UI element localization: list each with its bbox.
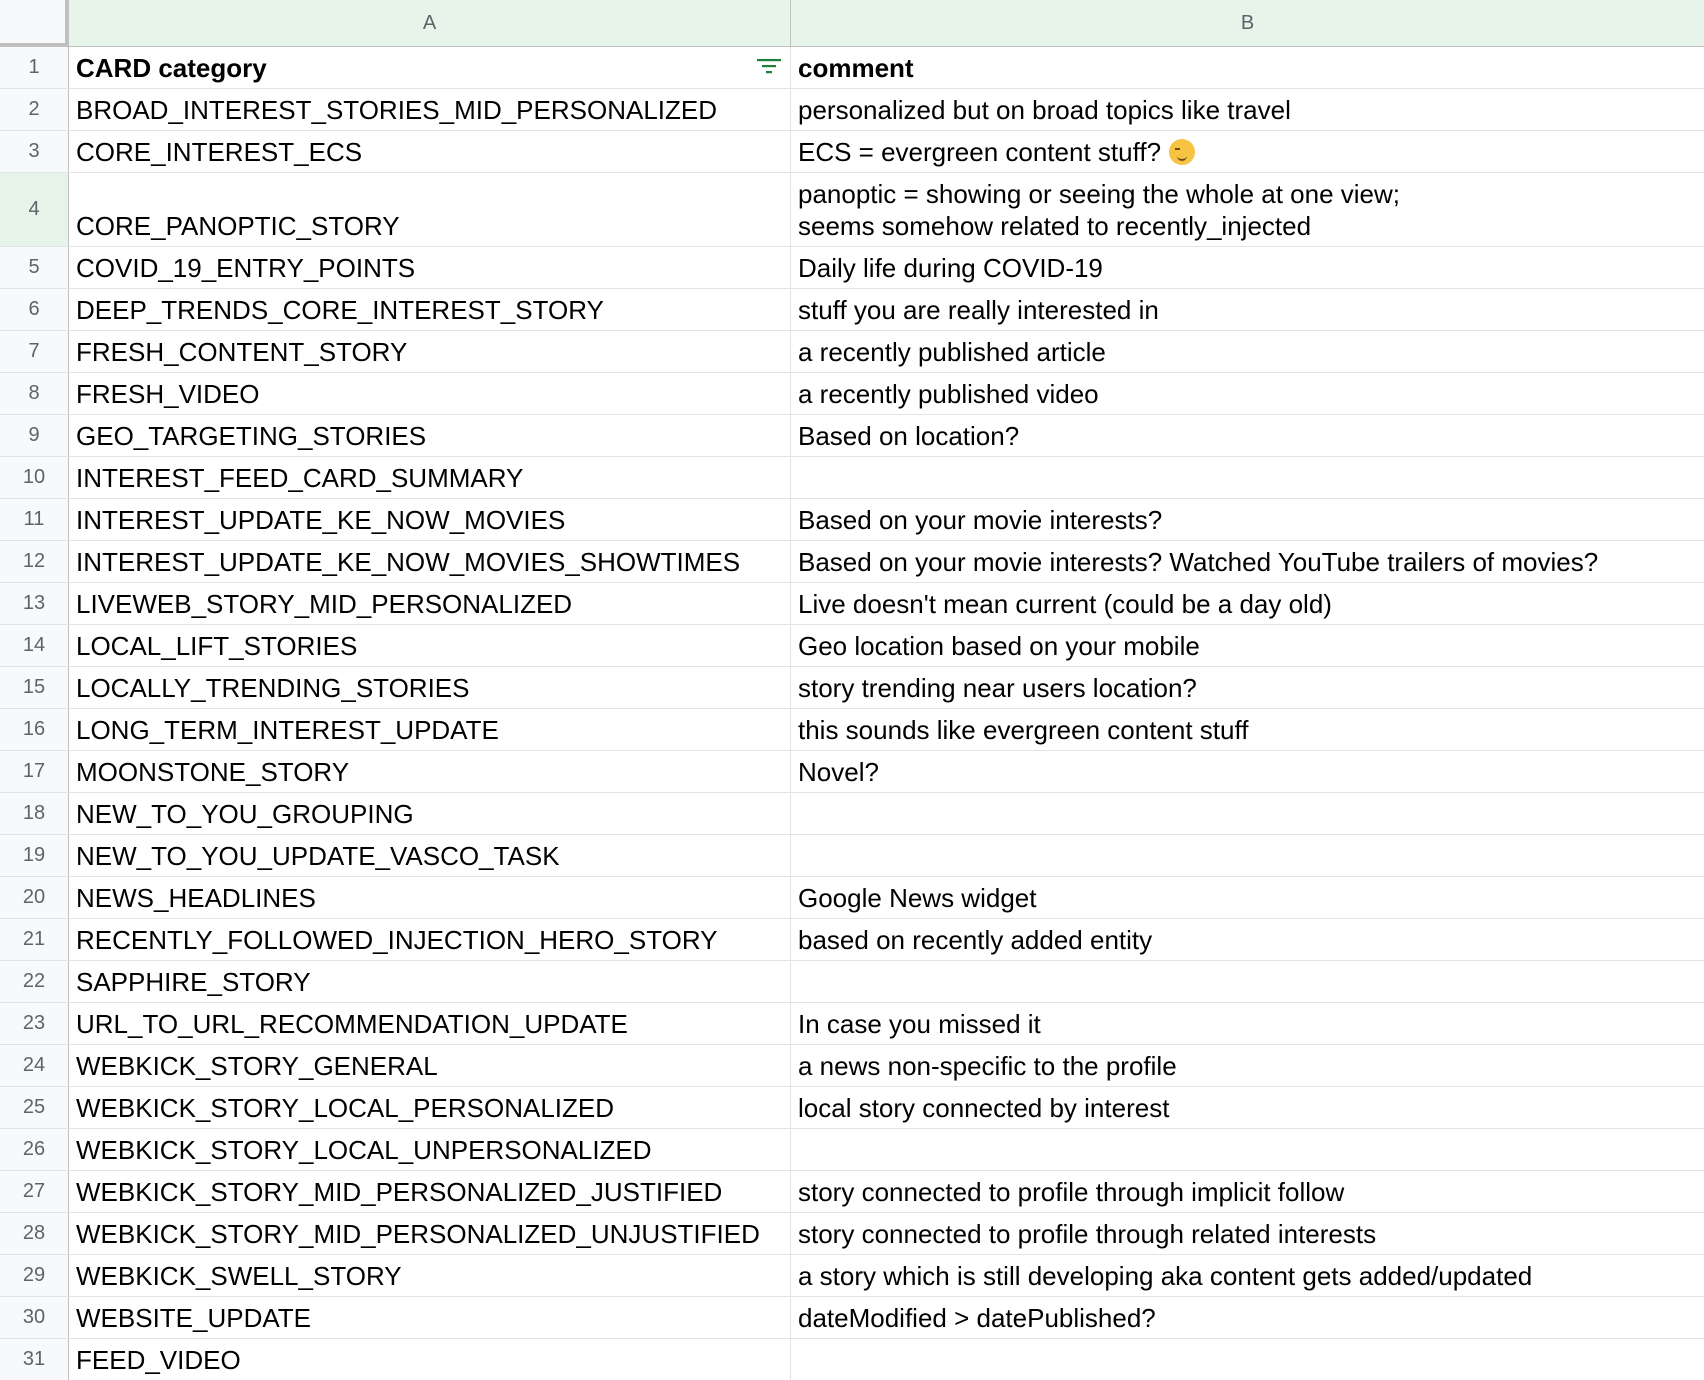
cell-text bbox=[798, 178, 1400, 210]
cell-text bbox=[798, 588, 1332, 620]
table-row bbox=[0, 1339, 1704, 1380]
table-row bbox=[0, 1297, 1704, 1339]
cell-comment[interactable] bbox=[791, 1171, 1704, 1212]
row-number[interactable]: 1 bbox=[0, 47, 69, 88]
cell-text-value: Live doesn't mean current (could be a day old) bbox=[798, 589, 1332, 619]
row-number[interactable]: 29 bbox=[0, 1255, 69, 1296]
cell-text bbox=[798, 336, 1106, 368]
cell-comment[interactable] bbox=[791, 415, 1704, 456]
cell-text-value: a news non-specific to the profile bbox=[798, 1051, 1177, 1081]
cell-text-value: a story which is still developing aka content gets added/updated bbox=[798, 1261, 1533, 1291]
table-row bbox=[0, 457, 1704, 499]
cell-text bbox=[798, 882, 1036, 914]
cell-text bbox=[798, 378, 1099, 410]
table-row bbox=[0, 877, 1704, 919]
cell-comment[interactable] bbox=[791, 1297, 1704, 1338]
cell-text-value: Daily life during COVID-19 bbox=[798, 253, 1103, 283]
cell-comment[interactable] bbox=[791, 919, 1704, 960]
table-row bbox=[0, 247, 1704, 289]
cell-card-category[interactable]: NEWS_HEADLINES bbox=[69, 877, 791, 918]
cell-comment[interactable] bbox=[791, 835, 1704, 876]
cell-card-category[interactable]: LOCALLY_TRENDING_STORIES bbox=[69, 667, 791, 708]
table-row bbox=[0, 625, 1704, 667]
cell-comment[interactable] bbox=[791, 1255, 1704, 1296]
cell-card-category[interactable]: MOONSTONE_STORY bbox=[69, 751, 791, 792]
row-number[interactable]: 4 bbox=[0, 173, 69, 246]
table-row bbox=[0, 499, 1704, 541]
table-row bbox=[0, 173, 1704, 247]
row-number[interactable]: 15 bbox=[0, 667, 69, 708]
cell-comment[interactable] bbox=[791, 1087, 1704, 1128]
row-number[interactable]: 7 bbox=[0, 331, 69, 372]
cell-text-value: based on recently added entity bbox=[798, 925, 1153, 955]
cell-comment[interactable] bbox=[791, 751, 1704, 792]
cell-text bbox=[798, 1302, 1156, 1334]
table-row bbox=[0, 751, 1704, 793]
table-row bbox=[0, 961, 1704, 1003]
table-row bbox=[0, 131, 1704, 173]
row-number[interactable]: 18 bbox=[0, 793, 69, 834]
table-row bbox=[0, 1255, 1704, 1297]
cell-comment[interactable] bbox=[791, 173, 1704, 246]
cell-text-value: In case you missed it bbox=[798, 1009, 1041, 1039]
cell-card-category[interactable]: SAPPHIRE_STORY bbox=[69, 961, 791, 1002]
cell-card-category[interactable]: WEBKICK_STORY_MID_PERSONALIZED_UNJUSTIFIED bbox=[69, 1213, 791, 1254]
row-number[interactable]: 24 bbox=[0, 1045, 69, 1086]
cell-card-category[interactable]: NEW_TO_YOU_UPDATE_VASCO_TASK bbox=[69, 835, 791, 876]
table-row bbox=[0, 919, 1704, 961]
cell-comment[interactable] bbox=[791, 877, 1704, 918]
cell-text-value: panoptic = showing or seeing the whole at one view; bbox=[798, 179, 1400, 209]
table-row bbox=[0, 667, 1704, 709]
cell-text bbox=[798, 136, 1195, 168]
cell-header-comment[interactable] bbox=[791, 47, 1704, 88]
column-header-a[interactable]: A bbox=[69, 0, 791, 47]
cell-card-category[interactable]: DEEP_TRENDS_CORE_INTEREST_STORY bbox=[69, 289, 791, 330]
cell-card-category[interactable]: COVID_19_ENTRY_POINTS bbox=[69, 247, 791, 288]
cell-text-value: story connected to profile through implicit follow bbox=[798, 1177, 1345, 1207]
row-number[interactable]: 3 bbox=[0, 131, 69, 172]
cell-text-value: a recently published article bbox=[798, 337, 1106, 367]
cell-text-value: stuff you are really interested in bbox=[798, 295, 1159, 325]
cell-comment[interactable] bbox=[791, 457, 1704, 498]
table-row bbox=[0, 1087, 1704, 1129]
grid-body bbox=[0, 47, 1704, 1380]
cell-text-value: Geo location based on your mobile bbox=[798, 631, 1200, 661]
cell-comment[interactable] bbox=[791, 1045, 1704, 1086]
cell-card-category[interactable]: INTEREST_FEED_CARD_SUMMARY bbox=[69, 457, 791, 498]
row-number[interactable]: 8 bbox=[0, 373, 69, 414]
cell-comment[interactable] bbox=[791, 289, 1704, 330]
cell-card-category[interactable]: GEO_TARGETING_STORIES bbox=[69, 415, 791, 456]
cell-card-category[interactable]: NEW_TO_YOU_GROUPING bbox=[69, 793, 791, 834]
cell-card-category[interactable]: FRESH_CONTENT_STORY bbox=[69, 331, 791, 372]
table-row bbox=[0, 709, 1704, 751]
cell-text-value: ECS = evergreen content stuff? bbox=[798, 137, 1162, 167]
cell-text bbox=[798, 924, 1152, 956]
cell-comment[interactable] bbox=[791, 1129, 1704, 1170]
row-number[interactable]: 6 bbox=[0, 289, 69, 330]
table-row bbox=[0, 289, 1704, 331]
cell-text bbox=[798, 1260, 1532, 1292]
cell-card-category[interactable]: LOCAL_LIFT_STORIES bbox=[69, 625, 791, 666]
cell-text-value: local story connected by interest bbox=[798, 1093, 1170, 1123]
table-row bbox=[0, 415, 1704, 457]
table-row bbox=[0, 793, 1704, 835]
cell-text bbox=[798, 546, 1598, 578]
table-row bbox=[0, 1213, 1704, 1255]
cell-comment[interactable] bbox=[791, 131, 1704, 172]
cell-comment[interactable] bbox=[791, 625, 1704, 666]
cell-card-category[interactable]: CORE_PANOPTIC_STORY bbox=[69, 173, 791, 246]
cell-card-category[interactable]: WEBKICK_STORY_GENERAL bbox=[69, 1045, 791, 1086]
row-number[interactable]: 30 bbox=[0, 1297, 69, 1338]
cell-card-category[interactable]: LONG_TERM_INTEREST_UPDATE bbox=[69, 709, 791, 750]
cell-card-category[interactable]: WEBKICK_STORY_LOCAL_PERSONALIZED bbox=[69, 1087, 791, 1128]
cell-comment[interactable] bbox=[791, 1003, 1704, 1044]
row-number[interactable]: 2 bbox=[0, 89, 69, 130]
row-number[interactable]: 23 bbox=[0, 1003, 69, 1044]
cell-text-value: Novel? bbox=[798, 757, 879, 787]
cell-text-value: Based on location? bbox=[798, 421, 1020, 451]
select-all-corner[interactable] bbox=[0, 0, 69, 47]
column-header-b[interactable]: B bbox=[791, 0, 1704, 47]
table-row bbox=[0, 1171, 1704, 1213]
cell-text bbox=[798, 672, 1197, 704]
cell-text bbox=[798, 1092, 1169, 1124]
row-number[interactable]: 13 bbox=[0, 583, 69, 624]
cell-comment[interactable] bbox=[791, 373, 1704, 414]
row-number[interactable]: 28 bbox=[0, 1213, 69, 1254]
cell-text-value: Based on your movie interests? bbox=[798, 505, 1163, 535]
row-number[interactable]: 9 bbox=[0, 415, 69, 456]
row-number[interactable]: 12 bbox=[0, 541, 69, 582]
table-row bbox=[0, 331, 1704, 373]
cell-comment[interactable] bbox=[791, 709, 1704, 750]
cell-card-category[interactable]: BROAD_INTEREST_STORIES_MID_PERSONALIZED bbox=[69, 89, 791, 130]
cell-comment[interactable] bbox=[791, 667, 1704, 708]
cell-text bbox=[798, 1008, 1041, 1040]
cell-card-category[interactable]: FRESH_VIDEO bbox=[69, 373, 791, 414]
cell-text bbox=[798, 1218, 1376, 1250]
table-row bbox=[0, 89, 1704, 131]
cell-card-category[interactable]: WEBSITE_UPDATE bbox=[69, 1297, 791, 1338]
cell-text: comment bbox=[798, 53, 914, 83]
winking-face-icon bbox=[1169, 139, 1195, 165]
cell-text-value: story trending near users location? bbox=[798, 673, 1197, 703]
row-number[interactable]: 17 bbox=[0, 751, 69, 792]
cell-card-category[interactable]: LIVEWEB_STORY_MID_PERSONALIZED bbox=[69, 583, 791, 624]
cell-card-category[interactable]: INTEREST_UPDATE_KE_NOW_MOVIES bbox=[69, 499, 791, 540]
row-number[interactable]: 5 bbox=[0, 247, 69, 288]
table-row bbox=[0, 1129, 1704, 1171]
row-number[interactable]: 11 bbox=[0, 499, 69, 540]
cell-text bbox=[798, 756, 879, 788]
cell-comment[interactable] bbox=[791, 793, 1704, 834]
cell-card-category[interactable]: FEED_VIDEO bbox=[69, 1339, 791, 1380]
cell-text bbox=[798, 294, 1159, 326]
cell-text-value: Google News widget bbox=[798, 883, 1037, 913]
cell-text bbox=[798, 504, 1162, 536]
cell-card-category[interactable]: INTEREST_UPDATE_KE_NOW_MOVIES_SHOWTIMES bbox=[69, 541, 791, 582]
table-row bbox=[0, 1003, 1704, 1045]
cell-text bbox=[798, 1050, 1177, 1082]
row-number[interactable]: 26 bbox=[0, 1129, 69, 1170]
table-row bbox=[0, 373, 1704, 415]
row-number[interactable]: 21 bbox=[0, 919, 69, 960]
cell-comment[interactable] bbox=[791, 499, 1704, 540]
cell-text bbox=[798, 714, 1248, 746]
cell-text-value: dateModified > datePublished? bbox=[798, 1303, 1156, 1333]
cell-text-value: story connected to profile through related interests bbox=[798, 1219, 1377, 1249]
table-row bbox=[0, 835, 1704, 877]
cell-card-category[interactable]: CORE_INTEREST_ECS bbox=[69, 131, 791, 172]
cell-comment[interactable] bbox=[791, 1339, 1704, 1380]
cell-text bbox=[798, 252, 1103, 284]
row-number[interactable]: 10 bbox=[0, 457, 69, 498]
filter-icon[interactable] bbox=[755, 56, 783, 76]
cell-text-value: a recently published video bbox=[798, 379, 1099, 409]
row-number[interactable]: 27 bbox=[0, 1171, 69, 1212]
cell-card-category[interactable]: URL_TO_URL_RECOMMENDATION_UPDATE bbox=[69, 1003, 791, 1044]
cell-card-category[interactable]: RECENTLY_FOLLOWED_INJECTION_HERO_STORY bbox=[69, 919, 791, 960]
table-row bbox=[0, 541, 1704, 583]
cell-comment[interactable] bbox=[791, 1213, 1704, 1254]
cell-comment[interactable] bbox=[791, 961, 1704, 1002]
row-number[interactable]: 19 bbox=[0, 835, 69, 876]
cell-text-line-2: seems somehow related to recently_injected bbox=[798, 211, 1312, 241]
cell-text-value: Based on your movie interests? Watched YouTube trailers of movies? bbox=[798, 547, 1599, 577]
cell-comment[interactable] bbox=[791, 247, 1704, 288]
cell-text bbox=[798, 1176, 1344, 1208]
cell-comment[interactable] bbox=[791, 583, 1704, 624]
cell-comment[interactable] bbox=[791, 541, 1704, 582]
row-number[interactable]: 16 bbox=[0, 709, 69, 750]
table-row-header bbox=[0, 47, 1704, 89]
cell-card-category[interactable]: WEBKICK_STORY_MID_PERSONALIZED_JUSTIFIED bbox=[69, 1171, 791, 1212]
cell-header-card-category[interactable]: CARD category bbox=[69, 47, 791, 88]
row-number[interactable]: 25 bbox=[0, 1087, 69, 1128]
cell-comment[interactable] bbox=[791, 331, 1704, 372]
row-number[interactable]: 22 bbox=[0, 961, 69, 1002]
row-number[interactable]: 31 bbox=[0, 1339, 69, 1380]
cell-text bbox=[798, 630, 1200, 662]
table-row bbox=[0, 1045, 1704, 1087]
cell-comment[interactable] bbox=[791, 89, 1704, 130]
row-number[interactable]: 20 bbox=[0, 877, 69, 918]
cell-card-category[interactable]: WEBKICK_STORY_LOCAL_UNPERSONALIZED bbox=[69, 1129, 791, 1170]
cell-text-value: personalized but on broad topics like travel bbox=[798, 95, 1291, 125]
column-header-row bbox=[0, 0, 1704, 47]
cell-text bbox=[798, 420, 1019, 452]
cell-text bbox=[798, 94, 1291, 126]
cell-card-category[interactable]: WEBKICK_SWELL_STORY bbox=[69, 1255, 791, 1296]
table-row bbox=[0, 583, 1704, 625]
cell-text-value: this sounds like evergreen content stuff bbox=[798, 715, 1249, 745]
row-number[interactable]: 14 bbox=[0, 625, 69, 666]
